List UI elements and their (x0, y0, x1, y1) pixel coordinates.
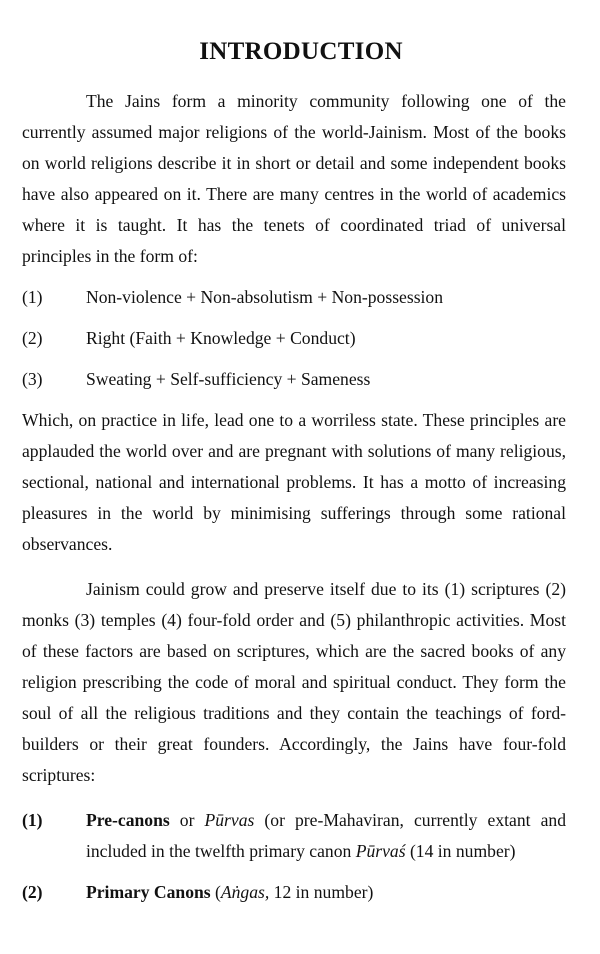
list-item-number: (2) (22, 328, 43, 348)
principles-list (22, 282, 566, 395)
text-run: 12 in number) (269, 882, 374, 902)
scriptures-list (22, 805, 566, 908)
list-item-text: Sweating + Self-sufficiency + Sameness (86, 369, 371, 389)
text-run: (or pre-Mahaviran, currently extant and included in the twelfth primary canon (86, 810, 566, 861)
list-item-text (86, 805, 566, 867)
page-title: INTRODUCTION (199, 38, 403, 65)
list-item-text (86, 877, 566, 908)
scripture-term: Pre-canons (86, 810, 170, 830)
list-item-number: (2) (22, 882, 43, 902)
list-item-number: (3) (22, 369, 43, 389)
scripture-term-italic: Pūrvas (204, 810, 255, 830)
list-item (22, 805, 566, 867)
scripture-term-italic: Pūrvaś (355, 841, 406, 861)
text-run: (14 in number) (405, 841, 516, 861)
intro-paragraph-3: Jainism could grow and preserve itself due to its (1) scriptures (2) monks (3) temples (4) four-fold order and (5) philanthropic activities. Most of these factors are based on scriptures, which are the sacred books of any religion prescribing the code of moral and spiritual conduct. They form the soul of all the religious traditions and they contain the teachings of ford-builders or their great founders. Accordingly, the Jains have four-fold scriptures: (22, 579, 566, 785)
list-item (22, 364, 566, 395)
intro-paragraph-1: The Jains form a minority community following one of the currently assumed major religions of the world-Jainism. Most of the books on world religions describe it in short or detail and some independent books have also appeared on it. There are many centres in the world of academics where it is taught. It has the tenets of coordinated triad of universal principles in the form of: (22, 91, 566, 266)
list-item-text: Non-violence + Non-absolutism + Non-possession (86, 287, 444, 307)
list-item (22, 323, 566, 354)
list-item-number: (1) (22, 287, 43, 307)
scripture-term-italic: Aṅgas, (220, 882, 270, 902)
scripture-term: Primary Canons (86, 882, 211, 902)
list-item-number: (1) (22, 810, 43, 830)
list-item (22, 877, 566, 908)
list-item-text: Right (Faith + Knowledge + Conduct) (86, 328, 356, 348)
text-run: or (169, 810, 205, 830)
text-run: ( (210, 882, 221, 902)
intro-paragraph-2: Which, on practice in life, lead one to a worriless state. These principles are applauded the world over and are pregnant with solutions of many religious, sectional, national and international problems. It has a motto of increasing pleasures in the world by minimising sufferings through some rational observances. (22, 410, 566, 554)
list-item (22, 282, 566, 313)
